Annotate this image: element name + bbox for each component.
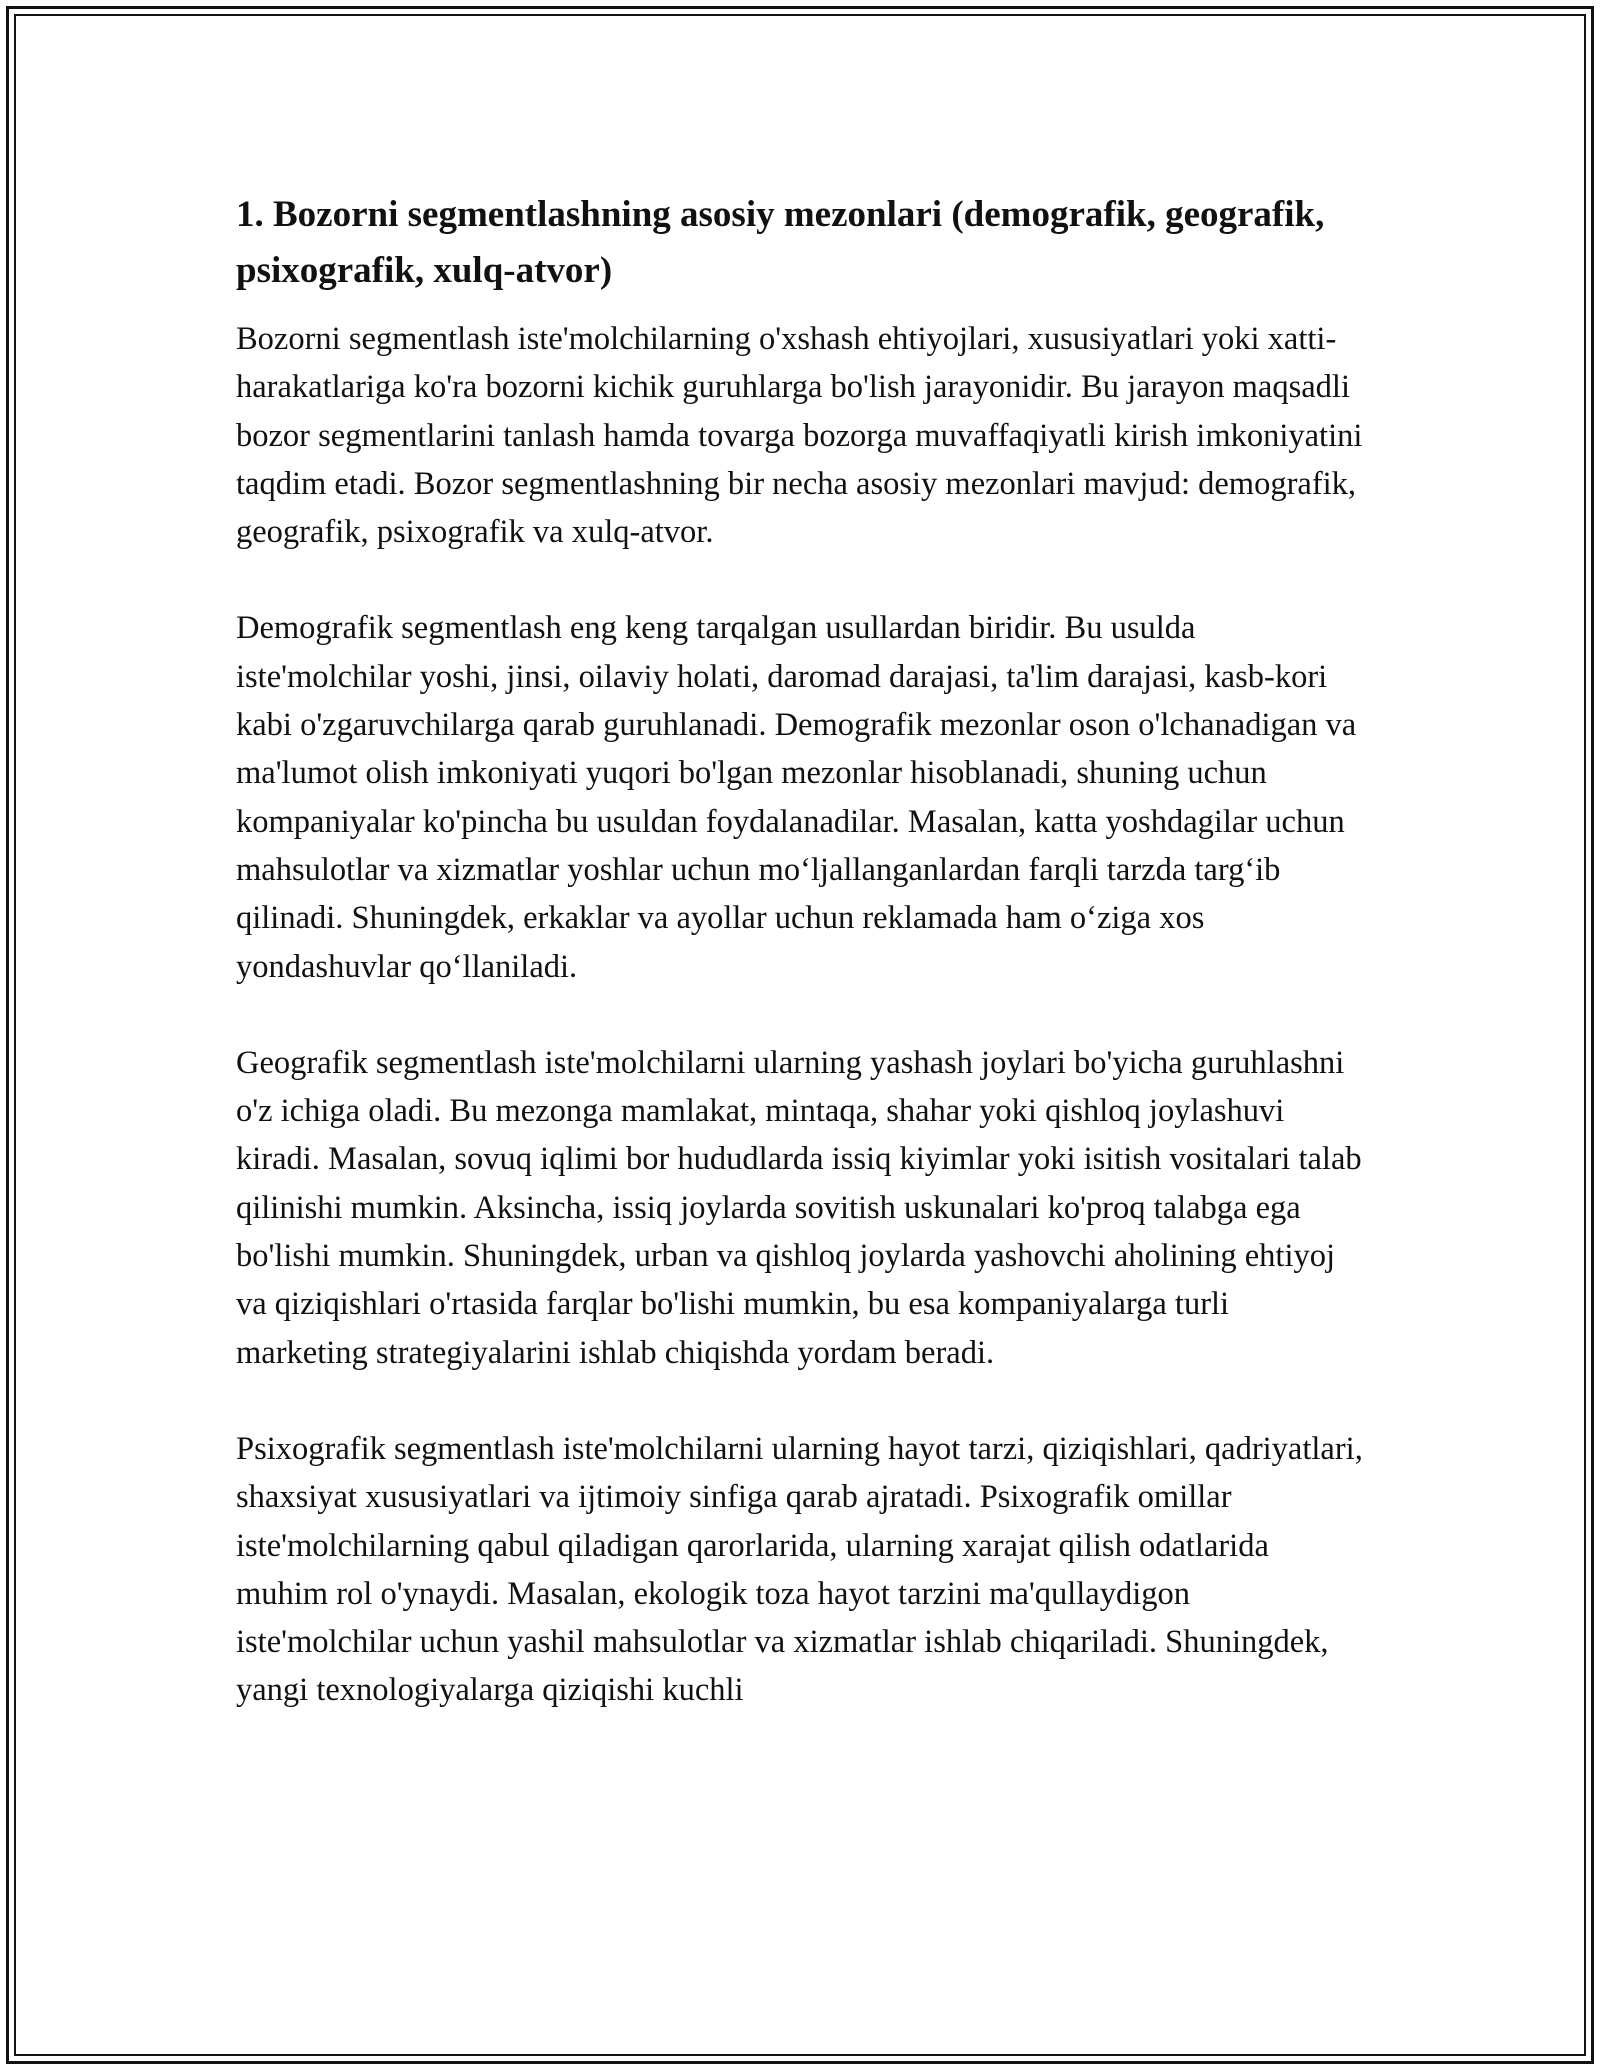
document-body	[236, 187, 1366, 1763]
paragraph-demographic: Demografik segmentlash eng keng tarqalgan usullardan biridir. Bu usulda iste'molchilar yoshi, jinsi, oilaviy holati, daromad darajasi, ta'lim darajasi, kasb-kori kabi o'zgaruvchilarga qarab guruhlanadi. Demografik mezonlar oson o'lchanadigan va ma'lumot olish imkoniyati yuqori bo'lgan mezonlar hisoblanadi, shuning uchun kompaniyalar ko'pincha bu usuldan foydalanadilar. Masalan, katta yoshdagilar uchun mahsulotlar va xizmatlar yoshlar uchun mo‘ljallanganlardan farqli tarzda targ‘ib qilinadi. Shuningdek, erkaklar va ayollar uchun reklamada ham o‘ziga xos yondashuvlar qo‘llaniladi.	[236, 610, 1357, 985]
paragraph-intro: Bozorni segmentlash iste'molchilarning o'xshash ehtiyojlari, xususiyatlari yoki xatti-harakatlariga ko'ra bozorni kichik guruhlarga bo'lish jarayonidir. Bu jarayon maqsadli bozor segmentlarini tanlash hamda tovarga bozorga muvaffaqiyatli kirish imkoniyatini taqdim etadi. Bozor segmentlashning bir necha asosiy mezonlari mavjud: demografik, geografik, psixografik va xulq-atvor.	[236, 321, 1363, 551]
paragraph-geographic: Geografik segmentlash iste'molchilarni ularning yashash joylari bo'yicha guruhlashni o'z ichiga oladi. Bu mezonga mamlakat, mintaqa, shahar yoki qishloq joylashuvi kiradi. Masalan, sovuq iqlimi bor hududlarda issiq kiyimlar yoki isitish vositalari talab qilinishi mumkin. Aksincha, issiq joylarda sovitish uskunalari ko'proq talabga ega bo'lishi mumkin. Shuningdek, urban va qishloq joylarda yashovchi aholining ehtiyoj va qiziqishlari o'rtasida farqlar bo'lishi mumkin, bu esa kompaniyalarga turli marketing strategiyalarini ishlab chiqishda yordam beradi.	[236, 1044, 1362, 1371]
paragraph-psychographic: Psixografik segmentlash iste'molchilarni ularning hayot tarzi, qiziqishlari, qadriyatlari, shaxsiyat xususiyatlari va ijtimoiy sinfiga qarab ajratadi. Psixografik omillar iste'molchilarning qabul qiladigan qarorlarida, ularning xarajat qilish odatlarida muhim rol o'ynaydi. Masalan, ekologik toza hayot tarzini ma'qullaydigon iste'molchilar uchun yashil mahsulotlar va xizmatlar ishlab chiqariladi. Shuningdek, yangi texnologiyalarga qiziqishi kuchli	[236, 1430, 1363, 1709]
document-title: 1. Bozorni segmentlashning asosiy mezonlari (demografik, geografik, psixografik, xulq-atvor)	[236, 194, 1325, 291]
